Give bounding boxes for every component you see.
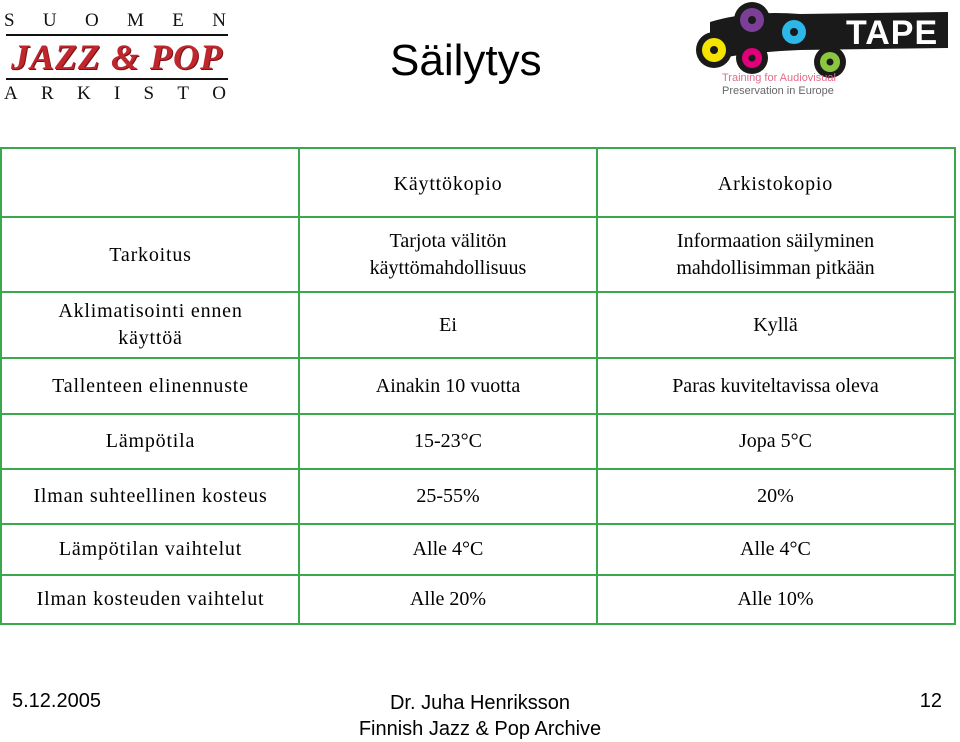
jazz-pop-archive-logo	[0, 10, 236, 106]
tape-logo-word: TAPE	[846, 14, 939, 52]
footer-author-block	[0, 690, 960, 742]
tape-logo-line1: Training for Audiovisual	[722, 72, 836, 84]
logo-top-letters: S U O M E N	[4, 10, 226, 31]
table-row	[2, 359, 954, 413]
table-row	[2, 576, 954, 623]
table-row	[2, 525, 954, 574]
kaytto-cell: Alle 20%	[409, 588, 487, 610]
storage-comparison-table	[0, 147, 956, 625]
footer-organization: Finnish Jazz & Pop Archive	[358, 718, 602, 740]
row-label: Tarkoitus	[109, 244, 192, 266]
table-row	[2, 470, 954, 523]
kaytto-cell: Alle 4°C	[412, 538, 484, 560]
kaytto-cell: Tarjota välitön käyttömahdollisuus	[369, 229, 527, 279]
tape-logo	[690, 0, 952, 100]
kaytto-cell: 25-55%	[416, 485, 480, 507]
arkisto-cell: Jopa 5°C	[739, 430, 812, 452]
row-label: Lämpötila	[105, 430, 196, 452]
row-label: Tallenteen elinennuste	[52, 374, 249, 397]
footer-author: Dr. Juha Henriksson	[389, 692, 571, 714]
table-row	[2, 293, 954, 357]
arkisto-cell: Paras kuviteltavissa oleva	[672, 374, 879, 397]
header-cell-empty	[2, 149, 299, 216]
arkisto-cell: Alle 10%	[737, 588, 814, 610]
logo-bottom-letters: A R K I S T O	[4, 83, 226, 104]
header-cell-kayttokopio: Käyttökopio	[393, 173, 503, 195]
kaytto-cell: Ainakin 10 vuotta	[375, 374, 521, 397]
tape-logo-line2: Preservation in Europe	[722, 85, 834, 97]
arkisto-cell: Alle 4°C	[740, 538, 811, 560]
arkisto-cell: Kyllä	[753, 313, 798, 336]
table-row	[2, 218, 954, 291]
row-label: Lämpötilan vaihtelut	[58, 538, 243, 560]
header-cell-arkistokopio: Arkistokopio	[717, 173, 834, 195]
row-label: Ilman suhteellinen kosteus	[33, 485, 268, 507]
kaytto-cell: Ei	[439, 313, 457, 336]
row-label: Aklimatisointi ennen käyttöä	[58, 300, 243, 349]
arkisto-cell: Informaation säilyminen mahdollisimman pitkään	[676, 229, 875, 279]
table-header-row	[2, 149, 954, 216]
page-title: Säilytys	[390, 36, 542, 85]
page-number: 12	[919, 690, 942, 712]
table-row	[2, 415, 954, 468]
kaytto-cell: 15-23°C	[414, 430, 482, 452]
arkisto-cell: 20%	[757, 485, 794, 507]
logo-main-text: JAZZ & POP	[6, 34, 228, 80]
row-label: Ilman kosteuden vaihtelut	[36, 588, 265, 610]
footer-date: 5.12.2005	[12, 690, 101, 712]
